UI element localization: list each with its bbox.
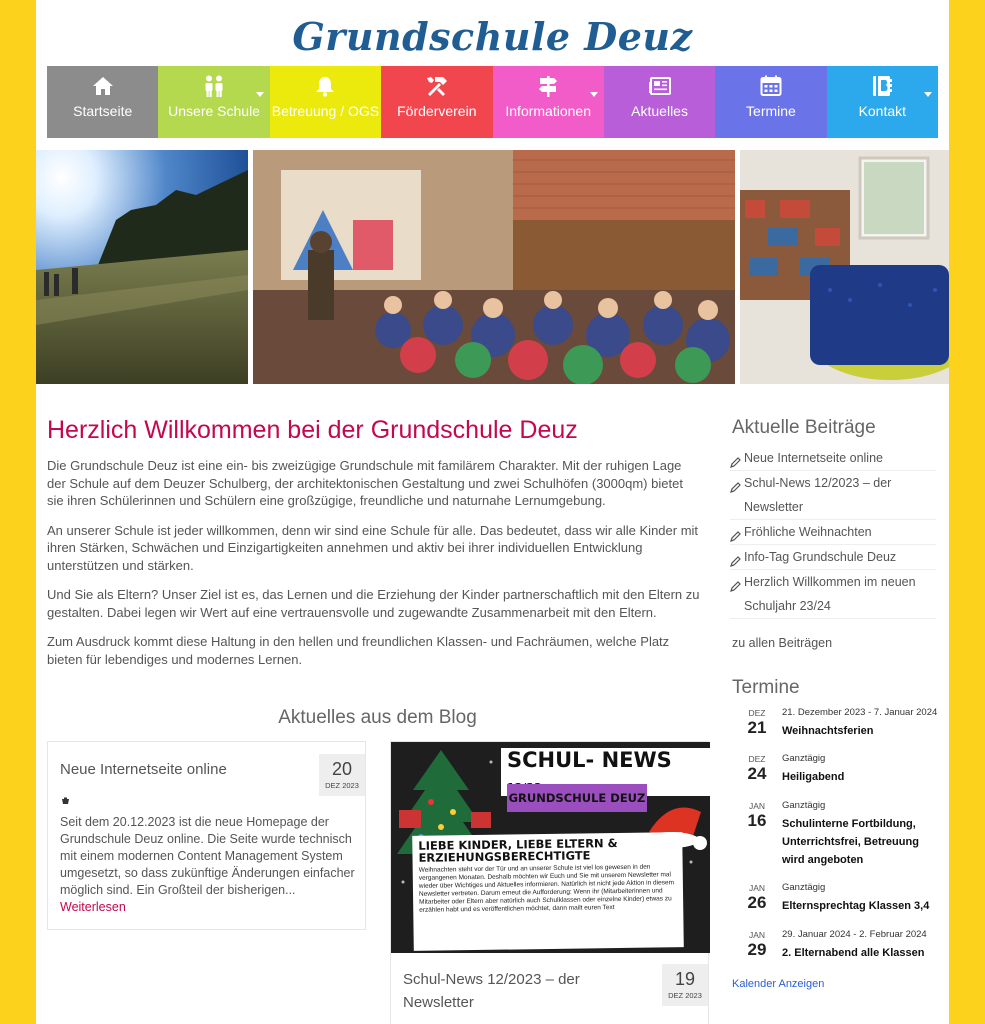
site-logo[interactable]: Grundschule Deuz [292,14,693,59]
event-time: Ganztägig [782,753,826,764]
nav-label: Betreuung / OGS [271,103,380,119]
recent-post-item[interactable] [730,471,936,520]
signpost-icon [535,74,561,98]
main-nav [47,66,938,138]
hero-image-library [740,150,949,384]
intro-paragraph: Zum Ausdruck kommt diese Haltung in den hellen und freundlichen Klassen- und Fachräumen, welche Platz bieten für lebendiges und modernes Lernen. [47,634,670,667]
event-month: DEZ [748,754,766,764]
date-day: 19 [674,969,696,989]
chevron-down-icon[interactable] [924,92,932,97]
newsletter-banner-text: SCHUL- NEWS [507,748,672,772]
intro-paragraph: An unserer Schule ist jeder willkommen, denn wir sind eine Schule für alle. Das bedeutet, dass wir alle Kinder mit ihren Stärken, Schwächen und Einzigartigkeiten annehmen und aktiv bei ihrer individuellen Entwicklung unterstützen und stärken. [47,522,699,573]
show-calendar-link[interactable]: Kalender Anzeigen [732,978,825,990]
event-title[interactable]: Weihnachtsferien [782,725,874,737]
nav-label: Förderverein [397,103,477,119]
event-month: JAN [748,930,766,940]
people-icon [201,74,227,98]
recent-post-label: Neue Internetseite online [744,451,883,465]
nav-informationen[interactable] [493,66,604,138]
event-title[interactable]: Elternsprechtag Klassen 3,4 [782,900,930,912]
recent-post-item[interactable] [730,446,936,471]
blog-card [390,741,709,1024]
blog-card [47,741,366,930]
chevron-down-icon[interactable] [256,92,264,97]
event-month: JAN [748,883,766,893]
contact-book-icon [869,74,895,98]
recent-post-item[interactable] [730,520,936,545]
bell-icon [312,74,338,98]
event-day: 16 [747,811,767,830]
event-time: Ganztägig [782,800,826,811]
event-day: 29 [747,940,767,959]
welcome-heading: Herzlich Willkommen bei der Grundschule Deuz [47,416,578,444]
home-icon [90,74,116,98]
date-day: 20 [331,759,353,779]
intro-paragraph: Und Sie als Eltern? Unser Ziel ist es, das Lernen und die Erziehung der Kinder partnerschaftlich mit den Eltern zu gestalten. Dabei legen wir Wert auf eine vertrauensvolle und zugewandte Zusammenarbeit mit den Eltern. [47,587,700,620]
newsletter-image[interactable] [391,742,710,953]
nav-aktuelles[interactable] [604,66,715,138]
nav-label: Informationen [505,103,591,119]
blog-card-title[interactable]: Schul-News 12/2023 – der Newsletter [403,971,580,1011]
nav-label: Kontakt [858,103,907,119]
events-heading: Termine [732,677,800,698]
nav-startseite[interactable] [47,66,158,138]
nav-unsere-schule[interactable] [158,66,269,138]
hero-image-landscape [36,150,248,384]
date-badge [319,754,365,796]
all-posts-link[interactable]: zu allen Beiträgen [732,636,833,650]
recent-posts-heading: Aktuelle Beiträge [732,417,876,438]
event-time: 29. Januar 2024 - 2. Februar 2024 [782,929,927,940]
recent-post-item[interactable] [730,570,936,619]
recent-post-label: Schul-News 12/2023 – der Newsletter [744,476,892,514]
nav-label: Aktuelles [631,103,688,119]
event-time: 21. Dezember 2023 - 7. Januar 2024 [782,707,938,718]
event-time: Ganztägig [782,882,826,893]
intro-paragraph: Die Grundschule Deuz ist eine ein- bis zweizügige Grundschule mit familärem Charakter. Mit der ruhigen Lage der Schule auf dem Deuzer Schulberg, der architektonischen Gestaltung und zwei Schulhöfen (3000qm) bietet sie ihren Schülerinnen und Schülern eine großzügige, freundliche und naturnahe Lernumgebung. [47,458,683,508]
nav-termine[interactable] [715,66,826,138]
nav-label: Startseite [73,103,133,119]
event-title[interactable]: Schulinterne Fortbildung, Unterrichtsfrei, Betreuung wird angeboten [782,818,919,866]
event-day: 24 [747,764,767,783]
nav-kontakt[interactable] [827,66,938,138]
newsletter-paper [412,832,684,951]
event-month: DEZ [748,708,766,718]
hero-image-stage [253,150,735,384]
date-month: DEZ 2023 [668,991,702,1000]
event-title[interactable]: 2. Elternabend alle Klassen [782,947,925,959]
recent-post-label: Info-Tag Grundschule Deuz [744,550,897,564]
blog-card-title[interactable]: Neue Internetseite online [60,761,227,778]
chevron-down-icon[interactable] [590,92,598,97]
pencil-icon [730,477,741,501]
recent-post-label: Fröhliche Weihnachten [744,525,872,539]
nav-foerderverein[interactable] [381,66,492,138]
nav-betreuung-ogs[interactable] [270,66,381,138]
newsletter-headline: LIEBE KINDER, LIEBE ELTERN & ERZIEHUNGSBERECHTIGTE [418,836,618,865]
newsletter-school: GRUNDSCHULE DEUZ [507,784,647,812]
recent-post-label: Herzlich Willkommen im neuen Schuljahr 23/24 [744,575,916,613]
intro-text [47,457,702,680]
event-day: 26 [747,893,767,912]
blog-card-excerpt [60,814,358,916]
date-badge [662,964,708,1006]
recent-posts-list [730,446,936,619]
event-title[interactable]: Heiligabend [782,771,845,783]
newspaper-icon [647,74,673,98]
pencil-icon [730,576,741,600]
nav-label: Termine [746,103,796,119]
excerpt-text: Seit dem 20.12.2023 ist die neue Homepage der Grundschule Deuz online. Die Seite wurde technisch mit einem modernen Content Management System umgesetzt, so dass zukünftige Änderungen einfacher möglich sind. Ein Großteil der bisherigen... [60,815,355,897]
page [36,0,949,1024]
newsletter-body: Weihnachten steht vor der Tür und an unserer Schule ist viel los gewesen in den vergangenen Monaten. Deshalb möchten wir Euch und Sie mit unserem Newsletter mal wieder über Wichtiges und Aktuelles informieren. Natürlich ist nicht jede Aktion in diesem Newsletter vertreten. Darum erneut die Aufforderung: Wenn ihr (Mitarbeiterinnen und Mitarbeiter oder Eltern aber natürlich auch Schulklassen oder einzelne Kinder) etwas zu erzählen habt und es veröffentlichen möchtet, dann mailt euren Text [418,863,675,914]
blog-heading: Aktuelles aus dem Blog [278,707,477,728]
event-month: JAN [748,801,766,811]
calendar-icon [758,74,784,98]
date-month: DEZ 2023 [325,781,359,790]
recent-post-item[interactable] [730,545,936,570]
event-day: 21 [747,718,767,737]
category-icon [61,792,70,810]
tools-icon [424,74,450,98]
nav-label: Unsere Schule [168,103,260,119]
read-more-link[interactable]: Weiterlesen [60,900,126,914]
